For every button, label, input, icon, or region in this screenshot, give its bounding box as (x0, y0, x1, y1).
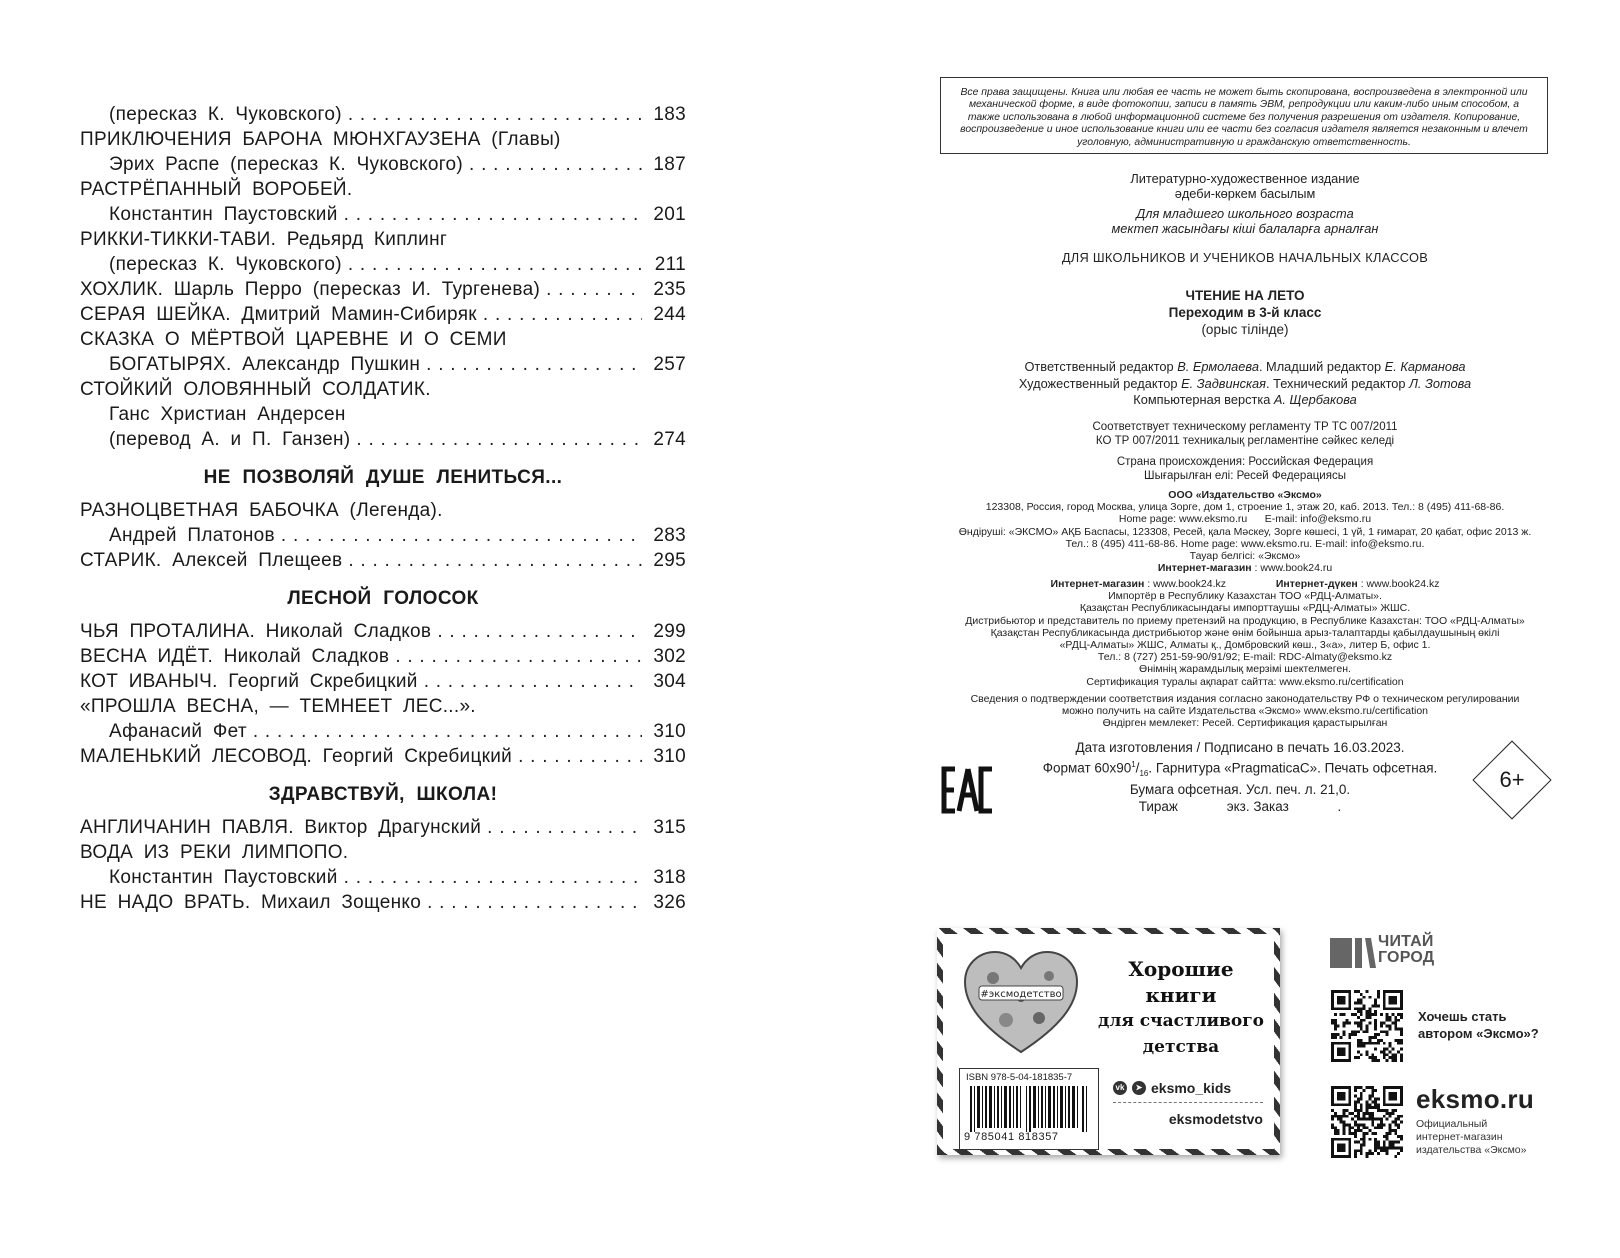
imprint-editors (920, 359, 1570, 409)
toc-entry-title: КОТ ИВАНЫЧ. Георгий Скребицкий (80, 671, 418, 692)
toc-entry (80, 890, 686, 915)
imprint-title-block (920, 287, 1570, 338)
toc-entry (80, 669, 686, 694)
author-line: автором «Эксмо»? (1418, 1026, 1539, 1041)
postcard-title-line: Хорошие (1128, 957, 1234, 981)
toc-entry-title: ПРИКЛЮЧЕНИЯ БАРОНА МЮНХГАУЗЕНА (Главы) (80, 129, 561, 150)
toc-entry-title: БОГАТЫРЯХ. Александр Пушкин (109, 354, 421, 375)
toc-entry-title: ЧЬЯ ПРОТАЛИНА. Николай Сладков (80, 621, 432, 642)
age-kz: мектеп жасындағы кіші балаларға арналған (1111, 221, 1379, 236)
age-ru: Для младшего школьного возраста (1136, 206, 1354, 221)
vk-icon: vk (1113, 1081, 1127, 1095)
toc-entry-page: 244 (653, 304, 686, 325)
imprint-age (920, 206, 1570, 236)
toc-entry-title: Константин Паустовский (109, 867, 338, 888)
book-language: (орыс тілінде) (1201, 322, 1289, 337)
toc-entry-page: 187 (653, 154, 686, 175)
regulation-ru: Соответствует техническому регламенту ТР ТС 007/2011 (1092, 421, 1398, 433)
book-subtitle: Переходим в 3-й класс (1168, 305, 1322, 320)
eac-mark-icon (940, 765, 994, 815)
toc-entry-page: 235 (653, 279, 686, 300)
toc-leader-dots (424, 669, 642, 694)
toc-entry-page: 310 (653, 721, 686, 742)
copyright-notice: Все права защищены. Книга или любая ее часть не может быть скопирована, воспроизведена в электронной или механической форме, в виде фотокопии, записи в память ЭВМ, репродукции или каким-либо иным способом, а также использована в любой информационной системе без получения разрешения от издателя. Копирование, воспроизведение и иное использование книги или ее части без согласия издателя является незаконным и влечет уголовную, административную и гражданскую ответственность. (940, 77, 1548, 154)
become-author-text (1418, 1008, 1539, 1042)
imprint-print-info (1000, 740, 1480, 815)
toc-entry (80, 865, 686, 890)
shop-kz-url: : www.book24.kz (1144, 578, 1227, 590)
distributor-kz: Қазақстан Республикасында дистрибьютор және өнім бойынша арыз-талаптарды қабылдаушының өкілі (990, 626, 1500, 639)
producer-kz-contacts: Тел.: 8 (495) 411-68-86. Home page: www.eksmo.ru. E-mail: info@eksmo.ru. (1065, 537, 1425, 550)
toc-entry-title: Афанасий Фет (109, 721, 247, 742)
print-date: Дата изготовления / Подписано в печать 16.03.2023. (1075, 740, 1405, 755)
heart-illustration-icon (961, 948, 1081, 1058)
imprint-audience (920, 250, 1570, 265)
publisher-address: 123308, Россия, город Москва, улица Зорге, дом 1, строение 1, этаж 20, каб. 2013. Тел.: 8 (495) 411-68-86. (985, 501, 1505, 514)
eksmo-site: eksmo.ru (1416, 1084, 1535, 1114)
toc-entry (80, 227, 686, 252)
imprint-publisher (920, 489, 1570, 574)
toc-entry-title: «ПРОШЛА ВЕСНА, — ТЕМНЕЕТ ЛЕС...». (80, 696, 476, 717)
paper-info: Бумага офсетная. Усл. печ. л. 21,0. (1129, 782, 1351, 798)
toc-leader-dots (281, 523, 642, 548)
imprint-certification (920, 693, 1570, 730)
editor-label: Компьютерная верстка (1133, 392, 1274, 407)
site-desc-line: Официальный (1416, 1118, 1488, 1130)
toc-entry (80, 402, 686, 427)
toc-entry-title: НЕ НАДО ВРАТЬ. Михаил Зощенко (80, 892, 422, 913)
toc-entry-page: 310 (653, 746, 686, 767)
toc-entry-page: 326 (653, 892, 686, 913)
table-of-contents (80, 102, 686, 915)
certification-kz-country: Өндірген мемлекет: Ресей. Сертификация қарастырылған (1102, 717, 1388, 730)
toc-leader-dots (253, 719, 642, 744)
section-heading: ЛЕСНОЙ ГОЛОСОК (287, 588, 479, 609)
genre-kz: әдеби-көркем басылым (1174, 186, 1316, 201)
promo-postcard (937, 928, 1280, 1155)
toc-leader-dots (487, 815, 642, 840)
editor-name: Е. Карманова (1384, 359, 1466, 374)
toc-entry (80, 102, 686, 127)
barcode-digits: 9 785041 818357 (964, 1131, 1059, 1143)
toc-entry (80, 644, 686, 669)
importer: Импортёр в Республику Казахстан ТОО «РДЦ-Алматы». (1108, 590, 1382, 603)
toc-entry (80, 694, 686, 719)
toc-entry (80, 302, 686, 327)
format-label: Формат 60х90 (1042, 760, 1132, 775)
toc-entry (80, 719, 686, 744)
qr-code-eksmo-icon (1331, 1086, 1403, 1158)
postcard-social (1113, 1080, 1263, 1127)
toc-entry-page: 201 (653, 204, 686, 225)
certification-ru: Сведения о подтверждении соответствия издания согласно законодательству РФ о техническом регулировании (970, 693, 1520, 705)
author-line: Хочешь стать (1418, 1009, 1507, 1024)
toc-entry (80, 377, 686, 402)
barcode-icon (966, 1086, 1092, 1132)
toc-entry-page: 211 (654, 254, 686, 275)
imprint-regulation (920, 421, 1570, 448)
toc-entry (80, 815, 686, 840)
toc-entry (80, 548, 686, 573)
toc-entry-page: 299 (653, 621, 686, 642)
toc-leader-dots (348, 252, 642, 277)
toc-entry-page: 302 (653, 646, 686, 667)
toc-entry-title: РАЗНОЦВЕТНАЯ БАБОЧКА (Легенда). (80, 500, 443, 521)
postcard-title-line: детства (1142, 1037, 1220, 1057)
editor-name: А. Щербакова (1273, 392, 1357, 407)
editor-label: Ответственный редактор (1024, 359, 1178, 374)
toc-leader-dots (546, 277, 642, 302)
editor-name: В. Ермолаева (1177, 359, 1259, 374)
toc-entry-page: 295 (653, 550, 686, 571)
toc-entry-page: 274 (653, 429, 686, 450)
toc-entry-title: СТАРИК. Алексей Плещеев (80, 550, 343, 571)
format-rest: . Гарнитура «PragmaticaC». Печать офсетная. (1148, 760, 1438, 775)
editor-name: Е. Задвинская (1181, 375, 1267, 391)
publisher-contacts: Home page: www.eksmo.ru E-mail: info@eksmo.ru (1118, 513, 1372, 526)
toc-entry (80, 152, 686, 177)
isbn-block (959, 1068, 1099, 1150)
toc-entry-title: Эрих Распе (пересказ К. Чуковского) (109, 154, 464, 175)
certification-ru-site: можно получить на сайте Издательства «Эксмо» www.eksmo.ru/certification (1061, 705, 1429, 718)
toc-entry-title: РИККИ-ТИККИ-ТАВИ. Редьярд Киплинг (80, 229, 448, 250)
toc-entry (80, 744, 686, 769)
toc-entry (80, 498, 686, 523)
toc-entry-page: 283 (653, 525, 686, 546)
toc-entry (80, 523, 686, 548)
toc-entry-title: Ганс Христиан Андерсен (109, 404, 346, 425)
hashtag-label: #эксмодетство (980, 989, 1062, 1000)
genre-ru: Литературно-художественное издание (1130, 171, 1360, 186)
telegram-icon: ➤ (1132, 1081, 1146, 1095)
toc-entry-page: 304 (653, 671, 686, 692)
producer-kz: Өндіруші: «ЭКСМО» АҚБ Баспасы, 123308, Ресей, қала Мәскеу, Зорге көшесі, 1 үй, 1 ғимарат, 20 қабат, офис 2013 ж. (958, 525, 1532, 538)
toc-entry-page: 257 (653, 354, 686, 375)
expiry-kz: Өнімнің жарамдылық мерзімі шектелмеген. (1139, 663, 1351, 676)
age-rating: 6+ (1499, 767, 1525, 792)
imprint-kz-distribution (920, 578, 1570, 688)
audience: ДЛЯ ШКОЛЬНИКОВ И УЧЕНИКОВ НАЧАЛЬНЫХ КЛАССОВ (1061, 250, 1429, 265)
toc-entry (80, 277, 686, 302)
editor-label: Художественный редактор (1018, 375, 1182, 391)
toc-entry (80, 352, 686, 377)
toc-entry-title: АНГЛИЧАНИН ПАВЛЯ. Виктор Драгунский (80, 817, 482, 838)
toc-entry (80, 177, 686, 202)
toc-entry-title: МАЛЕНЬКИЙ ЛЕСОВОД. Георгий Скребицкий (80, 746, 513, 767)
toc-entry (80, 327, 686, 352)
toc-entry-title: (пересказ К. Чуковского) (109, 254, 342, 275)
toc-entry-page: 315 (653, 817, 686, 838)
section-heading: ЗДРАВСТВУЙ, ШКОЛА! (268, 784, 498, 805)
toc-entry (80, 840, 686, 865)
regulation-kz: КО ТР 007/2011 техникалық регламентіне сәйкес келеді (1095, 434, 1395, 447)
toc-entry-title: (перевод А. и П. Ганзен) (109, 429, 351, 450)
print-format: Формат $60х90^1/_{16}$. Гарнитура «PragmaticaC». Печать офсетная. (1042, 759, 1438, 778)
toc-leader-dots (344, 202, 642, 227)
distributor: Дистрибьютор и представитель по приему претензий на продукцию, в Республике Казахстан: ТОО «РДЦ-Алматы» (965, 614, 1525, 627)
postcard-title-line: книги (1145, 983, 1217, 1007)
shop-label: Интернет-магазин (1157, 562, 1252, 575)
eksmo-site-description (1416, 1118, 1527, 1157)
origin-kz: Шығарылған елі: Ресей Федерациясы (1144, 469, 1346, 482)
isbn-number: ISBN 978-5-04-181835-7 (966, 1072, 1073, 1083)
toc-entry-title: СКАЗКА О МЁРТВОЙ ЦАРЕВНЕ И О СЕМИ (80, 329, 507, 350)
toc-entry-title: ВОДА ИЗ РЕКИ ЛИМПОПО. (80, 842, 349, 863)
toc-entry-title: СЕРАЯ ШЕЙКА. Дмитрий Мамин-Сибиряк (80, 304, 477, 325)
social-handle: eksmo_kids (1151, 1080, 1232, 1096)
toc-entry (80, 252, 686, 277)
toc-entry-title: СТОЙКИЙ ОЛОВЯННЫЙ СОЛДАТИК. (80, 379, 431, 400)
toc-leader-dots (426, 352, 642, 377)
editor-name: Л. Зотова (1409, 375, 1472, 391)
publisher-name: ООО «Издательство «Эксмо» (1168, 489, 1322, 501)
print-run: Тираж экз. Заказ . (1138, 798, 1342, 814)
imprint-origin (920, 456, 1570, 483)
toc-leader-dots (437, 619, 642, 644)
toc-leader-dots (518, 744, 642, 769)
origin-ru: Страна происхождения: Российская Федерация (1116, 456, 1374, 468)
toc-entry-title: ВЕСНА ИДЁТ. Николай Сладков (80, 646, 390, 667)
toc-entry-title: Константин Паустовский (109, 204, 338, 225)
toc-entry (80, 127, 686, 152)
toc-entry-title: РАСТРЁПАННЫЙ ВОРОБЕЙ. (80, 179, 353, 200)
toc-leader-dots (483, 302, 642, 327)
distributor-address: «РДЦ-Алматы» ЖШС, Алматы қ., Домбровский көш., 3«а», литер Б, офис 1. (1059, 639, 1431, 652)
toc-entry (80, 619, 686, 644)
site-desc-line: интернет-магазин (1416, 1131, 1503, 1143)
shop-kz-label: Интернет-магазин (1050, 578, 1145, 590)
toc-leader-dots (348, 548, 642, 573)
toc-entry (80, 202, 686, 227)
social-handle: eksmodetstvo (1168, 1111, 1263, 1127)
toc-entry-title: ХОХЛИК. Шарль Перро (пересказ И. Тургенева) (80, 279, 541, 300)
format-sub: 16 (1139, 768, 1149, 778)
brand-line: ГОРОД (1378, 949, 1435, 966)
book-title: ЧТЕНИЕ НА ЛЕТО (1185, 288, 1305, 303)
shop-url: : www.book24.ru (1251, 562, 1333, 575)
qr-code-author-icon (1331, 990, 1403, 1062)
shop-kz2-url: : www.book24.kz (1357, 578, 1440, 590)
importer-kz: Қазақстан Республикасындағы импорттаушы «РДЦ-Алматы» ЖШС. (1079, 602, 1411, 615)
toc-leader-dots (348, 102, 642, 127)
brand-line: ЧИТАЙ (1378, 933, 1434, 950)
chitai-gorod-brand (1378, 934, 1434, 966)
shop-kz2-label: Интернет-дүкен (1275, 578, 1358, 590)
toc-leader-dots (356, 427, 642, 452)
toc-leader-dots (469, 152, 642, 177)
certification-kz: Сертификация туралы ақпарат сайтта: www.eksmo.ru/certification (1086, 675, 1404, 688)
site-desc-line: издательства «Эксмо» (1416, 1144, 1527, 1156)
toc-entry-title: (пересказ К. Чуковского) (109, 104, 342, 125)
toc-leader-dots (344, 865, 642, 890)
trademark: Тауар белгісі: «Эксмо» (1189, 550, 1301, 563)
distributor-contacts: Тел.: 8 (727) 251-59-90/91/92; E-mail: RDC-Almaty@eksmo.kz (1097, 651, 1393, 664)
toc-leader-dots (427, 890, 642, 915)
format-sup: 1 (1131, 759, 1136, 769)
toc-entry (80, 427, 686, 452)
section-heading: НЕ ПОЗВОЛЯЙ ДУШЕ ЛЕНИТЬСЯ... (203, 467, 563, 488)
toc-entry-title: Андрей Платонов (109, 525, 275, 546)
postcard-title (1091, 956, 1271, 1060)
imprint-genre (920, 171, 1570, 201)
toc-entry-page: 183 (653, 104, 686, 125)
toc-entry-page: 318 (653, 867, 686, 888)
editor-label: . Технический редактор (1266, 375, 1410, 391)
toc-leader-dots (395, 644, 642, 669)
editor-label: . Младший редактор (1258, 359, 1385, 374)
postcard-title-line: для счастливого (1098, 1011, 1264, 1031)
